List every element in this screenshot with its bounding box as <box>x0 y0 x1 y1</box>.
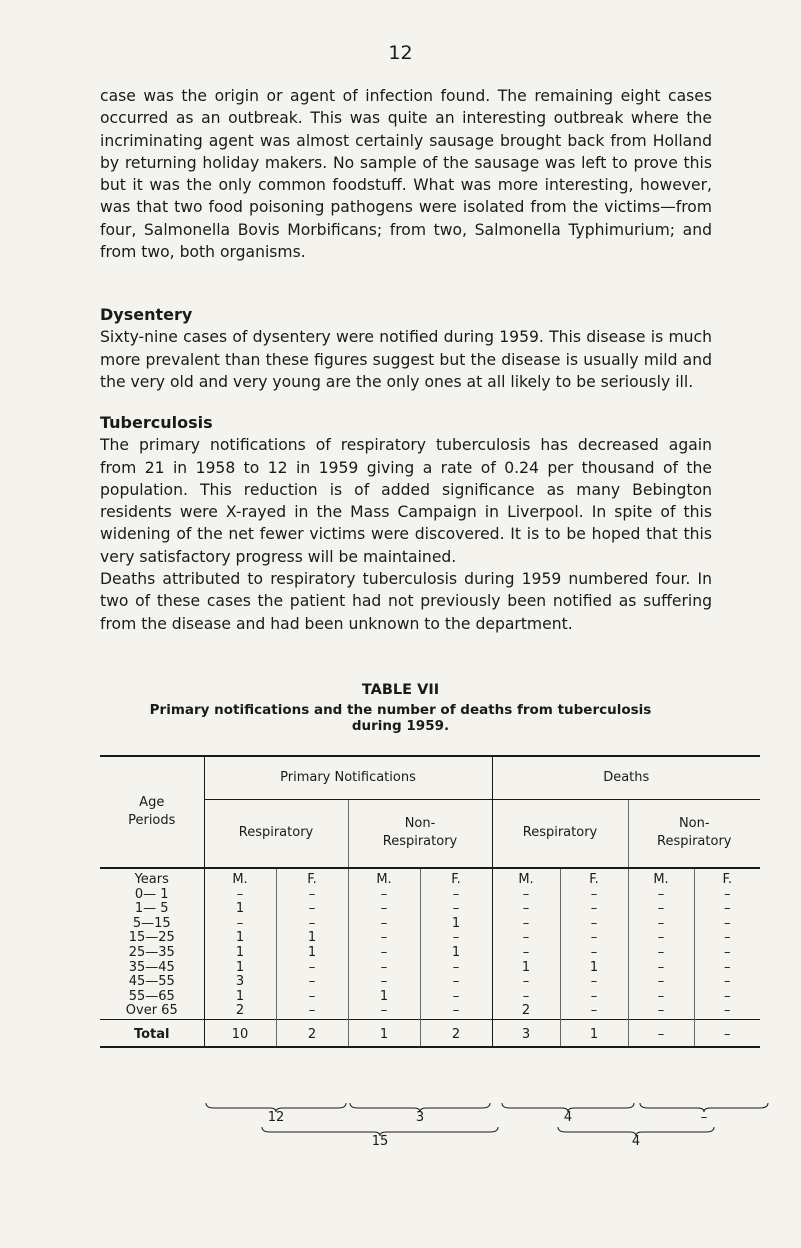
value-cell: – <box>628 931 694 946</box>
age-period-cell: 55—65 <box>128 988 175 1004</box>
sex-label: M. <box>628 868 694 888</box>
value-cell: – <box>492 888 560 903</box>
age-period-cell: 25—35 <box>128 944 175 960</box>
total-cell: 1 <box>560 1019 628 1047</box>
value-cell: – <box>628 1004 694 1019</box>
sex-label: M. <box>492 868 560 888</box>
subtotal-deaths-non-respiratory: – <box>700 1110 708 1125</box>
table-caption-line1: Primary notifications and the number of deaths from tuberculosis <box>149 702 652 718</box>
value-cell: – <box>348 975 420 990</box>
value-cell: – <box>492 917 560 932</box>
value-cell: – <box>694 931 760 946</box>
value-cell: – <box>420 931 492 946</box>
value-cell: – <box>348 946 420 961</box>
value-cell: 3 <box>204 975 276 990</box>
value-cell: – <box>204 917 276 932</box>
value-cell: – <box>492 946 560 961</box>
value-cell: – <box>420 961 492 976</box>
value-cell: 1 <box>204 961 276 976</box>
subtotal-deaths-respiratory: 4 <box>563 1110 573 1125</box>
dysentery-paragraph: Sixty-nine cases of dysentery were notified during 1959. This disease is much more prevalent than these figures suggest but the disease is usually mild and the very old and very young are the only ones at all likely to be seriously ill. <box>100 328 712 391</box>
age-period-cell: 0— 1 <box>134 886 169 902</box>
value-cell: 1 <box>276 946 348 961</box>
primary-respiratory-header: Respiratory <box>204 799 348 868</box>
total-label: Total <box>133 1026 170 1042</box>
value-cell: – <box>694 975 760 990</box>
sex-label: F. <box>420 868 492 888</box>
value-cell: 1 <box>204 931 276 946</box>
value-cell: – <box>348 931 420 946</box>
value-cell: – <box>348 902 420 917</box>
value-cell: – <box>560 1004 628 1019</box>
value-cell: 1 <box>420 946 492 961</box>
value-cell: – <box>348 961 420 976</box>
deaths-header: Deaths <box>492 756 760 799</box>
value-cell: – <box>276 1004 348 1019</box>
dysentery-heading: Dysentery <box>100 305 193 324</box>
table-caption-line2: during 1959. <box>351 718 450 734</box>
total-cell: – <box>628 1019 694 1047</box>
age-periods-header: Age Periods <box>128 795 176 828</box>
value-cell: – <box>204 888 276 903</box>
primary-non-respiratory-header: Non-Respiratory <box>382 816 458 850</box>
value-cell: 1 <box>276 931 348 946</box>
value-cell: – <box>420 1004 492 1019</box>
value-cell: – <box>628 917 694 932</box>
deaths-non-respiratory-header: Non-Respiratory <box>657 816 732 850</box>
table-row <box>100 961 760 976</box>
value-cell: 1 <box>204 946 276 961</box>
value-cell: – <box>628 975 694 990</box>
value-cell: 1 <box>204 990 276 1005</box>
total-cell: 2 <box>276 1019 348 1047</box>
value-cell: – <box>276 990 348 1005</box>
value-cell: – <box>420 975 492 990</box>
tuberculosis-table <box>100 755 760 1050</box>
value-cell: – <box>492 902 560 917</box>
value-cell: – <box>276 961 348 976</box>
grand-total-deaths: 4 <box>631 1134 641 1149</box>
value-cell: – <box>560 917 628 932</box>
value-cell: – <box>348 1004 420 1019</box>
value-cell: – <box>560 888 628 903</box>
value-cell: – <box>628 902 694 917</box>
subtotal-primary-respiratory: 12 <box>267 1110 285 1125</box>
value-cell: – <box>694 990 760 1005</box>
value-cell: – <box>276 888 348 903</box>
value-cell: – <box>560 946 628 961</box>
value-cell: – <box>420 888 492 903</box>
value-cell: – <box>420 990 492 1005</box>
total-cell: 2 <box>420 1019 492 1047</box>
value-cell: – <box>694 946 760 961</box>
sex-label: F. <box>560 868 628 888</box>
value-cell: – <box>492 990 560 1005</box>
age-period-cell: 5—15 <box>132 915 171 931</box>
intro-paragraph: case was the origin or agent of infection found. The remaining eight cases occurred as an outbreak. This was quite an interesting outbreak where the incriminating agent was almost certainly sausage brought back from Holland by returning holiday makers. No sample of the sausage was left to prove this but it was the only common foodstuff. What was more interesting, however, was that two food poisoning pathogens were isolated from the victims—from four, Salmonella Bovis Morbificans; from two, Salmonella Typhimurium; and from two, both organisms. <box>100 87 712 262</box>
value-cell: – <box>560 975 628 990</box>
age-period-cell: 35—45 <box>128 959 175 975</box>
age-period-cell: 15—25 <box>128 930 175 946</box>
value-cell: – <box>694 902 760 917</box>
value-cell: – <box>628 946 694 961</box>
tuberculosis-heading: Tuberculosis <box>100 413 213 432</box>
table-row <box>100 946 760 961</box>
table-row <box>100 975 760 990</box>
total-cell: 3 <box>492 1019 560 1047</box>
total-cell: – <box>694 1019 760 1047</box>
value-cell: 1 <box>492 961 560 976</box>
page-number: 12 <box>388 42 413 64</box>
grand-total-primary: 15 <box>371 1134 389 1149</box>
sex-label: M. <box>348 868 420 888</box>
value-cell: – <box>492 975 560 990</box>
value-cell: – <box>628 961 694 976</box>
table-title: TABLE VII <box>361 682 440 698</box>
age-period-cell: 45—55 <box>128 974 175 990</box>
value-cell: 1 <box>560 961 628 976</box>
value-cell: – <box>694 961 760 976</box>
table-row <box>100 888 760 903</box>
sex-label: F. <box>276 868 348 888</box>
value-cell: 1 <box>204 902 276 917</box>
tuberculosis-paragraph-1: The primary notifications of respiratory tuberculosis has decreased again from 21 in 1958 to 12 in 1959 giving a rate of 0.24 per thousand of the population. This reduction is of added significance as many Bebington residents were X-rayed in the Mass Campaign in Liverpool. In spite of this widening of the net fewer victims were discovered. It is to be hoped that this very satisfactory progress will be maintained. <box>100 436 712 566</box>
value-cell: – <box>694 917 760 932</box>
table-row <box>100 902 760 917</box>
table-row <box>100 931 760 946</box>
value-cell: – <box>492 931 560 946</box>
value-cell: – <box>694 888 760 903</box>
value-cell: – <box>560 990 628 1005</box>
subtotal-primary-non-respiratory: 3 <box>415 1110 425 1125</box>
table-row <box>100 990 760 1005</box>
value-cell: – <box>628 990 694 1005</box>
total-cell: 10 <box>204 1019 276 1047</box>
value-cell: – <box>694 1004 760 1019</box>
value-cell: 2 <box>204 1004 276 1019</box>
primary-notifications-header: Primary Notifications <box>204 756 492 799</box>
value-cell: 1 <box>348 990 420 1005</box>
sex-label: F. <box>694 868 760 888</box>
value-cell: 1 <box>420 917 492 932</box>
value-cell: – <box>628 888 694 903</box>
value-cell: – <box>348 917 420 932</box>
total-cell: 1 <box>348 1019 420 1047</box>
deaths-respiratory-header: Respiratory <box>492 799 628 868</box>
value-cell: – <box>348 888 420 903</box>
value-cell: – <box>276 902 348 917</box>
value-cell: – <box>560 902 628 917</box>
sex-label: M. <box>204 868 276 888</box>
age-period-cell: Over 65 <box>125 1003 178 1019</box>
value-cell: – <box>560 931 628 946</box>
value-cell: 2 <box>492 1004 560 1019</box>
value-cell: – <box>420 902 492 917</box>
age-period-cell: 1— 5 <box>134 901 169 917</box>
value-cell: – <box>276 975 348 990</box>
tuberculosis-paragraph-2: Deaths attributed to respiratory tuberculosis during 1959 numbered four. In two of these cases the patient had not previously been notified as suffering from the disease and had been unknown to the department. <box>100 570 712 633</box>
value-cell: – <box>276 917 348 932</box>
table-row <box>100 917 760 932</box>
years-label: Years <box>134 872 169 887</box>
table-row <box>100 1004 760 1019</box>
